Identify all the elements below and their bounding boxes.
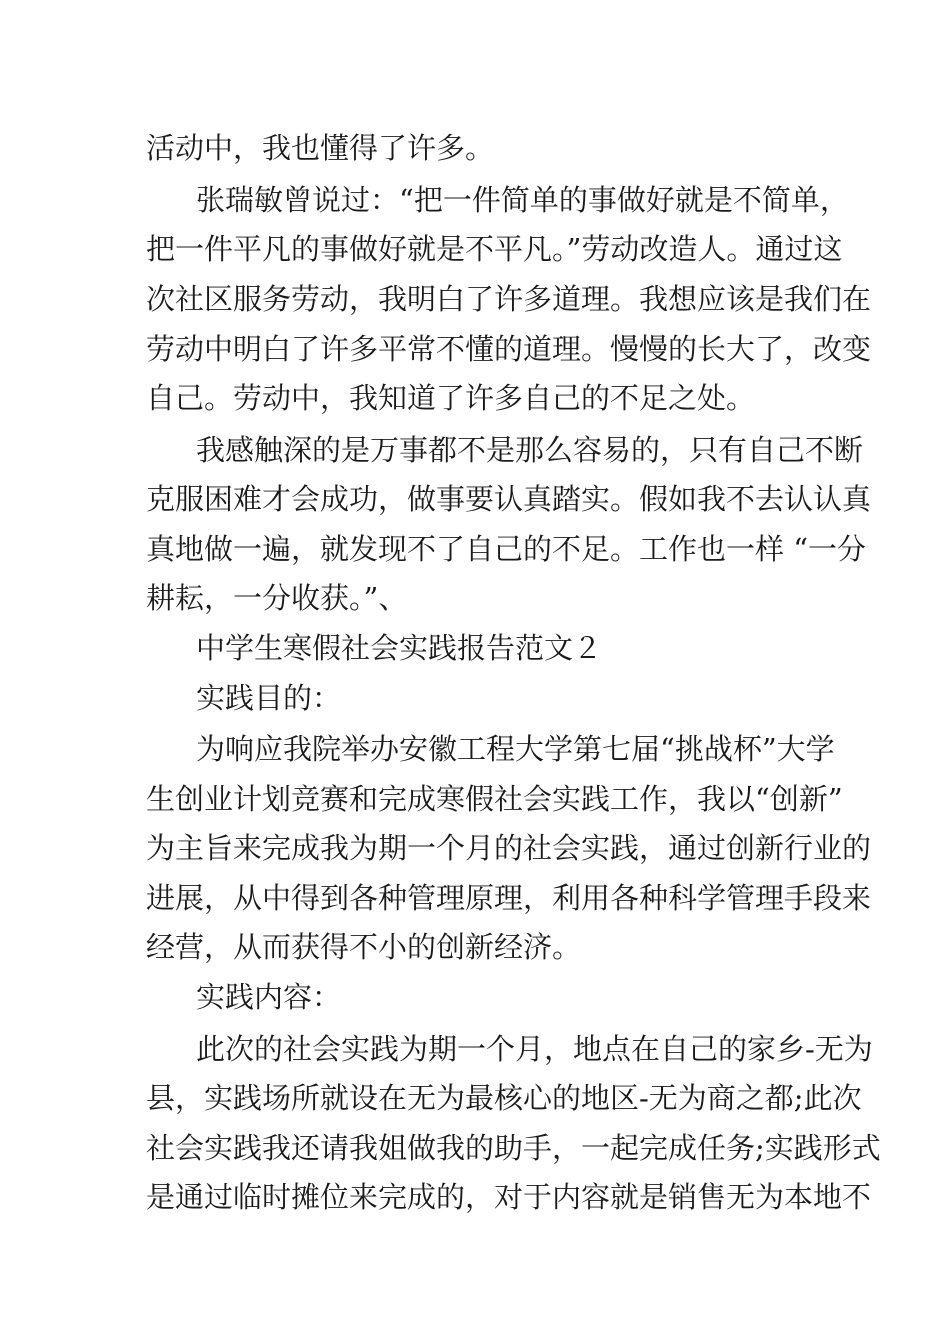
text-line-13: 为响应我院举办安徽工程大学第七届“挑战杯”大学 [196, 732, 835, 766]
text-line-19: 此次的社会实践为期一个月，地点在自己的家乡-无为 [196, 1032, 873, 1066]
text-line-10: 耕耘，一分收获。”、 [146, 581, 408, 615]
text-line-8: 克服困难才会成功，做事要认真踏实。假如我不去认认真 [146, 482, 872, 516]
text-line-22: 是通过临时摊位来完成的，对于内容就是销售无为本地不 [146, 1180, 872, 1214]
text-line-14: 生创业计划竞赛和完成寒假社会实践工作，我以“创新” [146, 782, 843, 816]
section-heading: 中学生寒假社会实践报告范文２ [196, 631, 603, 665]
text-line-2: 张瑞敏曾说过：“把一件简单的事做好就是不简单， [196, 183, 849, 217]
text-line-17: 经营，从而获得不小的创新经济。 [146, 930, 582, 964]
text-line-16: 进展，从中得到各种管理原理，利用各种科学管理手段来 [146, 881, 872, 915]
text-line-7: 我感触深的是万事都不是那么容易的，只有自己不断 [196, 433, 864, 467]
text-line-5: 劳动中明白了许多平常不懂的道理。慢慢的长大了，改变 [146, 332, 872, 366]
text-line-21: 社会实践我还请我姐做我的助手，一起完成任务;实践形式 [146, 1131, 881, 1165]
text-line-9: 真地做一遍，就发现不了自己的不足。工作也一样 “一分 [146, 532, 867, 566]
text-line-6: 自己。劳动中，我知道了许多自己的不足之处。 [146, 381, 756, 415]
text-line-4: 次社区服务劳动，我明白了许多道理。我想应该是我们在 [146, 282, 872, 316]
subheading-practice-content: 实践内容： [196, 980, 342, 1014]
text-line-1: 活动中，我也懂得了许多。 [146, 131, 495, 165]
text-line-15: 为主旨来完成我为期一个月的社会实践，通过创新行业的 [146, 831, 872, 865]
text-line-20: 县，实践场所就设在无为最核心的地区-无为商之都;此次 [146, 1081, 862, 1115]
subheading-practice-purpose: 实践目的： [196, 681, 342, 715]
text-line-3: 把一件平凡的事做好就是不平凡。”劳动改造人。通过这 [146, 232, 843, 266]
